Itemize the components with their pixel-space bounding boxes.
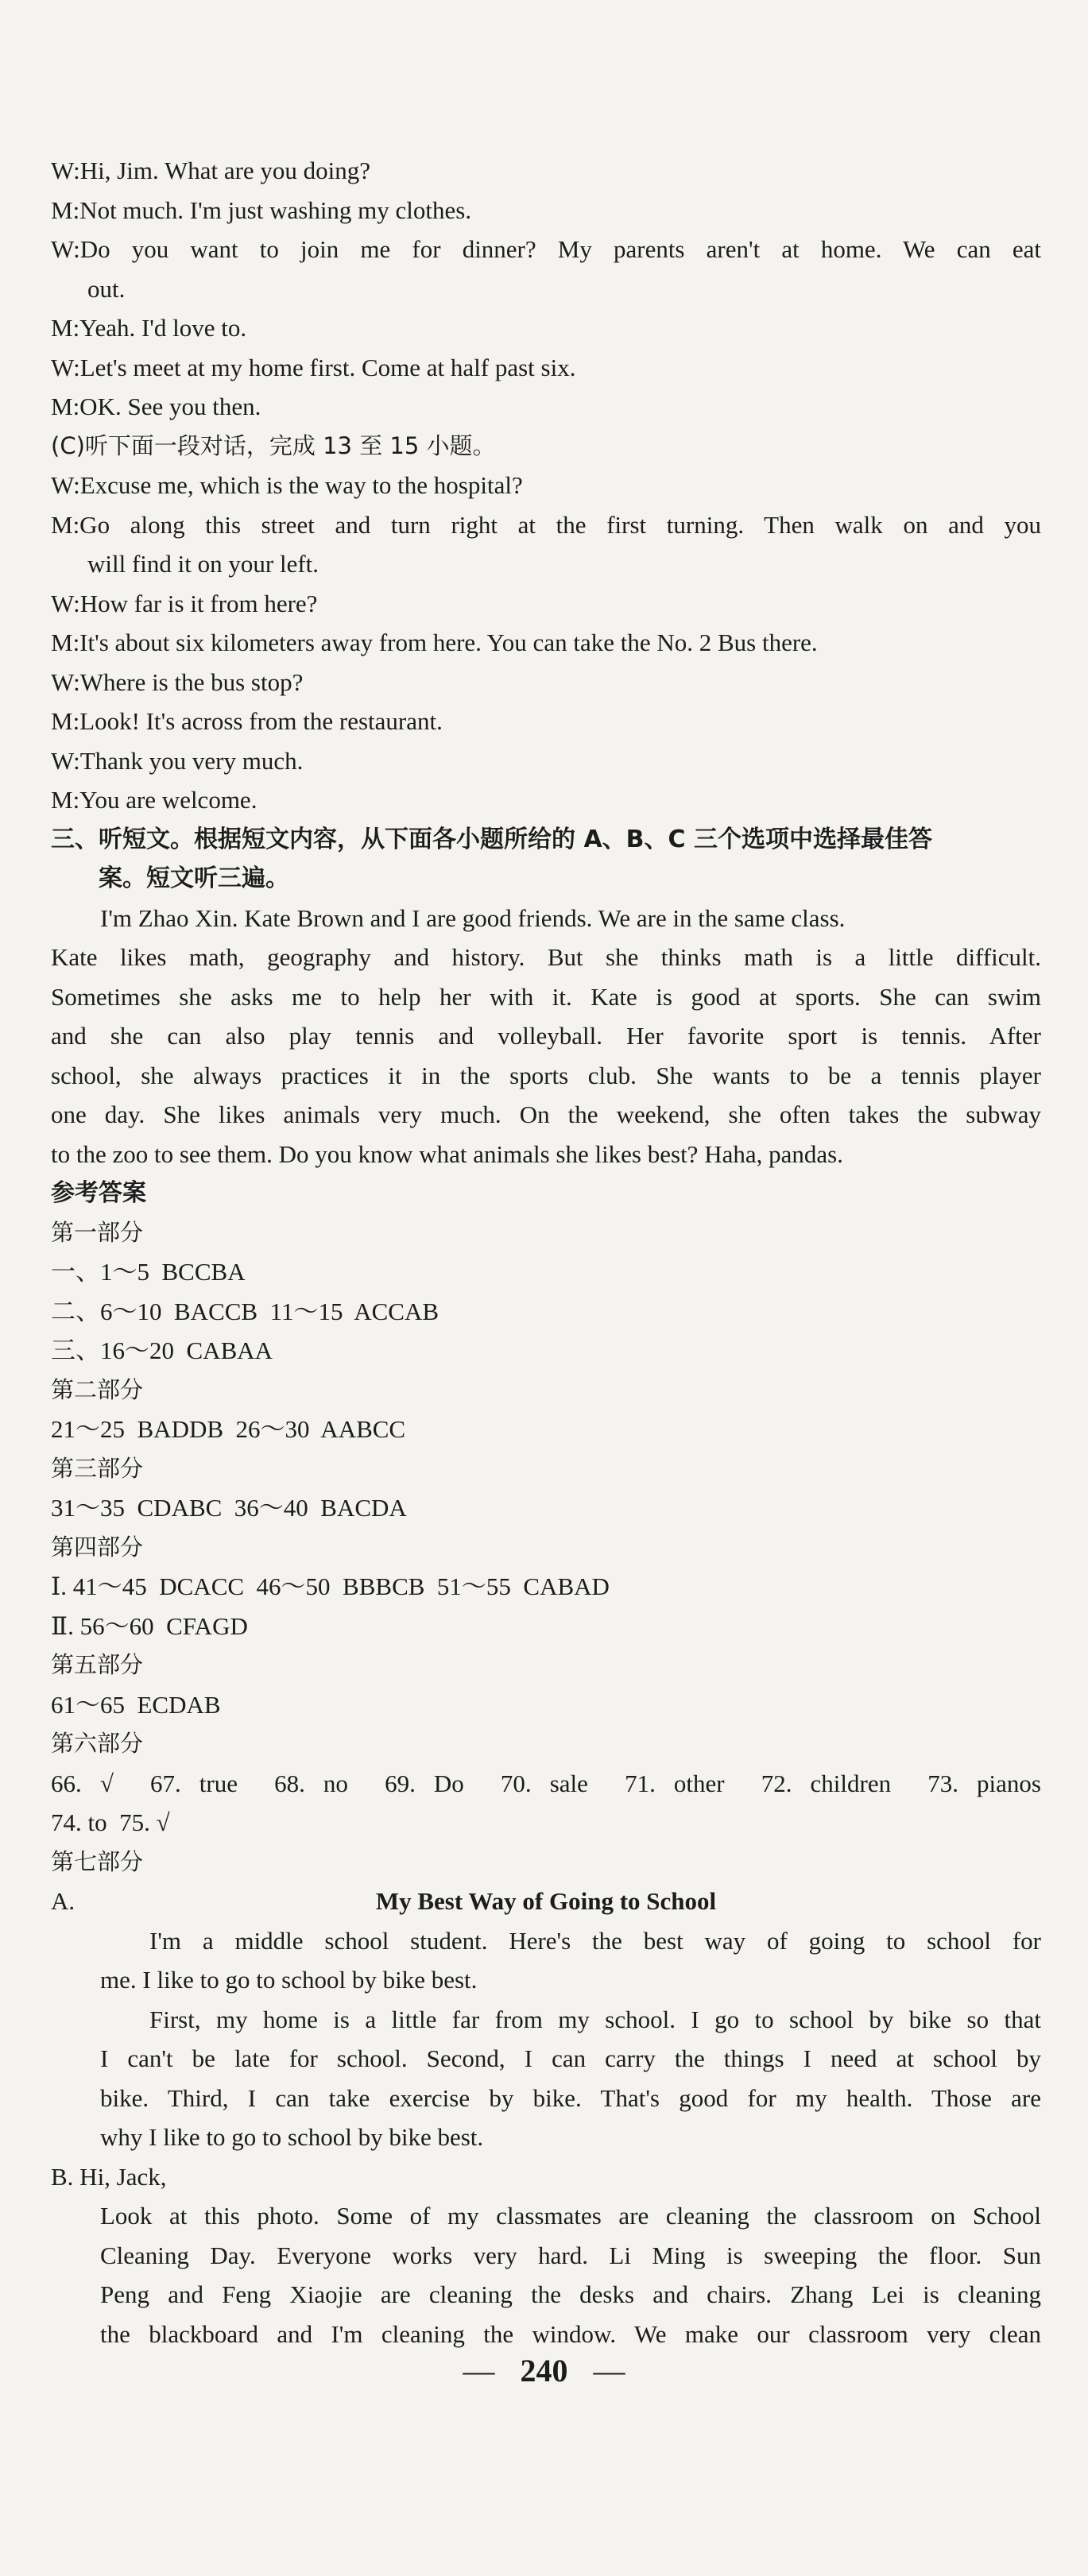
dialogue-line: M:Not much. I'm just washing my clothes.	[51, 195, 472, 224]
passage-line: and she can also play tennis and volleyball. Her favorite sport is tennis. After	[51, 1022, 1041, 1050]
essay-a-body	[51, 1921, 1041, 2157]
dialogue-line: W:Do you want to join me for dinner? My parents aren't at home. We can eat	[51, 235, 1041, 263]
essay-line: why I like to go to school by bike best.	[100, 2123, 484, 2151]
answer-line: 二、6～10 BACCB 11～15 ACCAB	[51, 1297, 439, 1325]
dialogue-line: M:It's about six kilometers away from here. You can take the No. 2 Bus there.	[51, 629, 818, 656]
answer-line: 66. √ 67. true 68. no 69. Do 70. sale 71. other 72. children 73. pianos	[51, 1769, 1041, 1797]
essay-a-letter: A.	[51, 1887, 76, 1915]
passage-line: school, she always practices it in the sports club. She wants to be a tennis player	[51, 1061, 1041, 1089]
section-c-label: (C)听下面一段对话，完成 13 至 15 小题。	[51, 431, 496, 459]
dialogue-line: M:Yeah. I'd love to.	[51, 314, 247, 342]
essay-line: I'm a middle school student. Here's the best way of going to school for	[149, 1926, 1041, 1955]
essay-line: bike. Third, I can take exercise by bike. That's good for my health. Those are	[100, 2083, 1041, 2112]
part-3-label: 第三部分	[51, 1454, 144, 1482]
part-7-label: 第七部分	[51, 1847, 144, 1875]
footer-dash-left: —	[463, 2353, 495, 2388]
dialogue-line: W:Thank you very much.	[51, 746, 304, 775]
footer-dash-right: —	[593, 2353, 625, 2388]
dialogue-line: out.	[87, 274, 126, 303]
dialogue-line: M:Look! It's across from the restaurant.	[51, 707, 443, 735]
essay-b-greeting: B. Hi, Jack,	[51, 2162, 167, 2191]
essay-line: me. I like to go to school by bike best.	[100, 1966, 478, 1994]
passage-line: to the zoo to see them. Do you know what animals she likes best? Haha, pandas.	[51, 1139, 843, 1168]
answer-line: 61～65 ECDAB	[51, 1690, 221, 1719]
essay-line: Look at this photo. Some of my classmates are cleaning the classroom on School	[100, 2202, 1041, 2230]
dialogue-line: M:Go along this street and turn right at the first turning. Then walk on and you	[51, 510, 1041, 539]
part-5-label: 第五部分	[51, 1651, 144, 1678]
dialogue-line: M:You are welcome.	[51, 786, 257, 814]
essay-line: Cleaning Day. Everyone works very hard. Li Ming is sweeping the floor. Sun	[100, 2241, 1041, 2269]
section-heading-line: 案。短文听三遍。	[99, 864, 289, 892]
answer-line: Ⅱ. 56～60 CFAGD	[51, 1611, 248, 1640]
passage-line: one day. She likes animals very much. On the weekend, she often takes the subway	[51, 1100, 1041, 1128]
dialogue-2	[51, 466, 1041, 820]
passage-line: Sometimes she asks me to help her with it. Kate is good at sports. She can swim	[51, 982, 1041, 1011]
dialogue-line: will find it on your left.	[87, 550, 319, 578]
page-number: 240	[520, 2353, 568, 2388]
answers-heading: 参考答案	[51, 1179, 146, 1207]
dialogue-line: M:OK. See you then.	[51, 393, 261, 420]
passage-line: Kate likes math, geography and history. But she thinks math is a little difficult.	[51, 943, 1041, 971]
answer-line: 一、1～5 BCCBA	[51, 1258, 246, 1286]
essay-b-body	[51, 2196, 1041, 2354]
page-footer	[0, 2352, 1088, 2389]
dialogue-1	[51, 151, 1041, 427]
essay-line: I can't be late for school. Second, I can carry the things I need at school by	[100, 2044, 1041, 2072]
dialogue-line: W:Let's meet at my home first. Come at half past six.	[51, 353, 576, 381]
passage-line: I'm Zhao Xin. Kate Brown and I are good friends. We are in the same class.	[100, 903, 846, 932]
answer-line: Ⅰ. 41～45 DCACC 46～50 BBBCB 51～55 CABAD	[51, 1572, 610, 1600]
answer-line: 三、16～20 CABAA	[51, 1336, 273, 1364]
dialogue-line: W:How far is it from here?	[51, 589, 318, 617]
part-6-label: 第六部分	[51, 1730, 144, 1757]
answer-page	[51, 151, 1041, 2354]
answer-line: 21～25 BADDB 26～30 AABCC	[51, 1415, 406, 1443]
listening-passage	[51, 899, 1041, 1174]
essay-line: First, my home is a little far from my school. I go to school by bike so that	[149, 2005, 1041, 2033]
dialogue-line: W:Excuse me, which is the way to the hospital?	[51, 471, 523, 499]
section-3-heading	[51, 820, 1041, 899]
answer-line: 74. to 75. √	[51, 1808, 170, 1836]
essay-line: the blackboard and I'm cleaning the window. We make our classroom very clean	[100, 2319, 1041, 2348]
part-4-label: 第四部分	[51, 1533, 144, 1561]
essay-a-title: My Best Way of Going to School	[375, 1887, 717, 1915]
part-1-label: 第一部分	[51, 1218, 144, 1246]
essay-a-title-row	[51, 1882, 1041, 1921]
essay-line: Peng and Feng Xiaojie are cleaning the desks and chairs. Zhang Lei is cleaning	[100, 2280, 1041, 2308]
dialogue-line: W:Where is the bus stop?	[51, 667, 304, 696]
answer-line: 31～35 CDABC 36～40 BACDA	[51, 1494, 407, 1522]
section-heading-line: 三、听短文。根据短文内容，从下面各小题所给的 A、B、C 三个选项中选择最佳答	[51, 825, 932, 853]
part-2-label: 第二部分	[51, 1375, 144, 1403]
dialogue-line: W:Hi, Jim. What are you doing?	[51, 157, 371, 184]
